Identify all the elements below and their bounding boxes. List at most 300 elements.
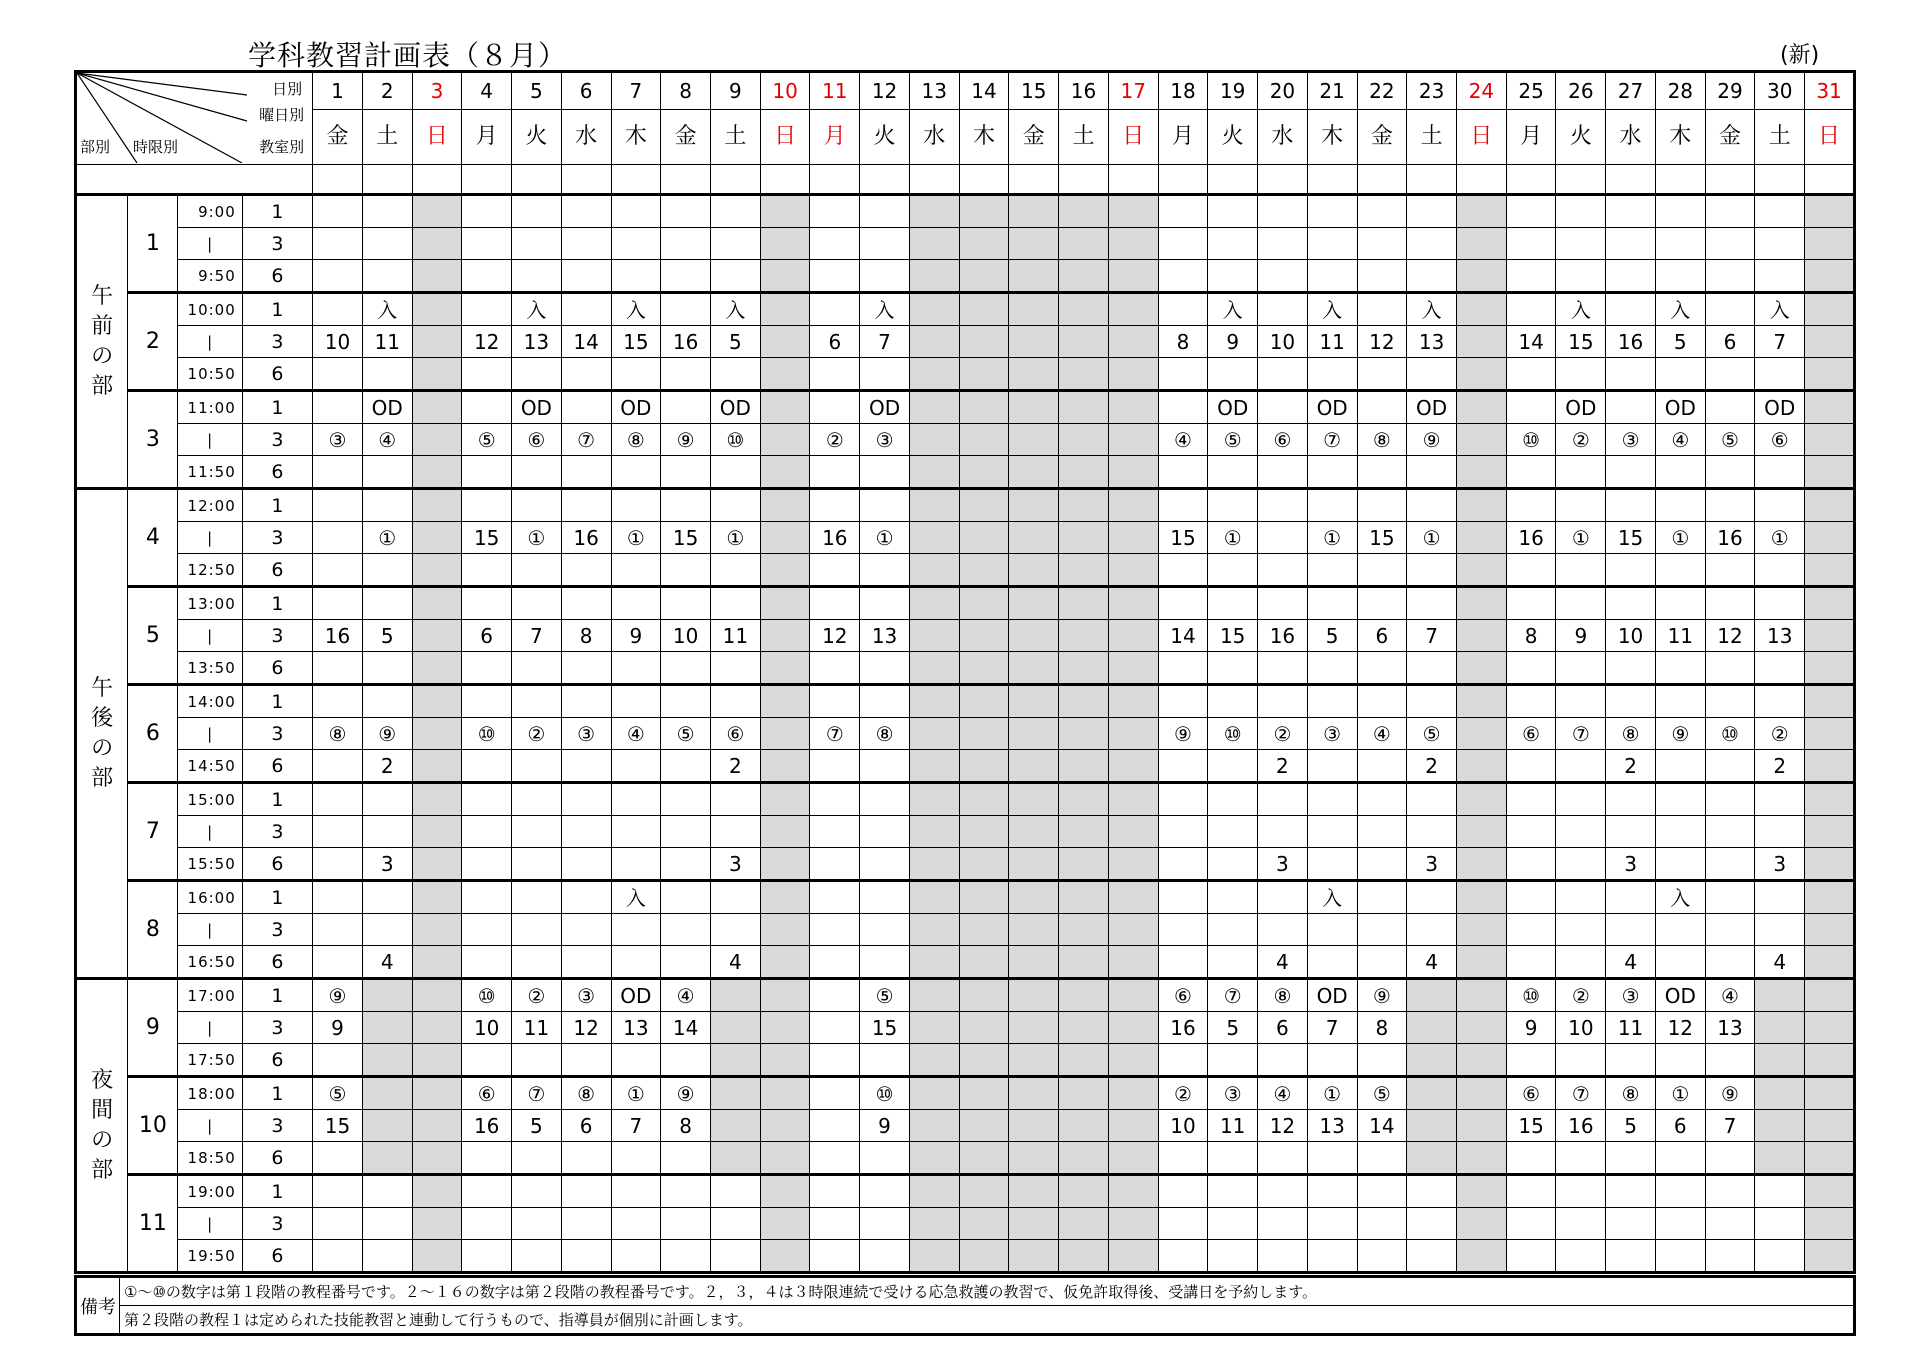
schedule-cell xyxy=(959,848,1009,881)
blank-cell xyxy=(1108,165,1158,195)
blank-cell xyxy=(1208,165,1258,195)
schedule-cell xyxy=(710,1208,760,1240)
schedule-cell: ⑧ xyxy=(313,718,363,750)
weekday: 木 xyxy=(959,110,1009,165)
schedule-cell xyxy=(1655,914,1705,946)
schedule-cell xyxy=(1407,979,1457,1012)
schedule-cell xyxy=(810,881,860,914)
schedule-cell xyxy=(1009,1175,1059,1208)
schedule-cell xyxy=(1407,816,1457,848)
schedule-cell xyxy=(959,914,1009,946)
schedule-cell xyxy=(611,587,661,620)
weekday: 日 xyxy=(1108,110,1158,165)
period-time: | xyxy=(178,424,242,456)
period-row xyxy=(76,1240,1855,1273)
schedule-cell xyxy=(362,228,412,260)
schedule-cell xyxy=(1655,848,1705,881)
blank-cell xyxy=(362,165,412,195)
schedule-cell: 15 xyxy=(1158,522,1208,554)
schedule-cell xyxy=(611,946,661,979)
room-number: 3 xyxy=(242,1012,312,1044)
schedule-cell xyxy=(1755,1175,1805,1208)
schedule-cell xyxy=(1606,1240,1656,1273)
schedule-cell: ⑩ xyxy=(1506,979,1556,1012)
schedule-cell xyxy=(760,1208,810,1240)
schedule-cell xyxy=(611,456,661,489)
schedule-cell xyxy=(1805,914,1855,946)
schedule-cell xyxy=(512,1044,562,1077)
schedule-cell xyxy=(611,1175,661,1208)
schedule-cell xyxy=(313,228,363,260)
period-time: 15:50 xyxy=(178,848,242,881)
schedule-cell: ④ xyxy=(661,979,711,1012)
schedule-cell xyxy=(959,1175,1009,1208)
schedule-cell xyxy=(1805,456,1855,489)
schedule-cell: 入 xyxy=(710,293,760,326)
schedule-cell xyxy=(959,228,1009,260)
day-number: 26 xyxy=(1556,72,1606,110)
schedule-cell xyxy=(512,195,562,228)
schedule-cell xyxy=(909,685,959,718)
period-time: | xyxy=(178,816,242,848)
schedule-cell xyxy=(860,260,910,293)
schedule-cell xyxy=(1506,489,1556,522)
schedule-cell xyxy=(1108,1044,1158,1077)
schedule-cell xyxy=(810,1142,860,1175)
schedule-cell: 入 xyxy=(860,293,910,326)
schedule-cell: 9 xyxy=(1556,620,1606,652)
schedule-cell xyxy=(1357,1240,1407,1273)
schedule-cell xyxy=(1307,848,1357,881)
day-number: 13 xyxy=(909,72,959,110)
schedule-cell xyxy=(1357,816,1407,848)
department-name: 午前の部 xyxy=(91,283,114,399)
schedule-cell xyxy=(362,1175,412,1208)
period-row xyxy=(76,848,1855,881)
schedule-cell: ⑨ xyxy=(1357,979,1407,1012)
schedule-cell xyxy=(412,456,462,489)
period-number: 3 xyxy=(128,391,178,489)
schedule-cell xyxy=(1606,456,1656,489)
schedule-cell xyxy=(1059,326,1109,358)
schedule-cell xyxy=(561,1142,611,1175)
schedule-cell xyxy=(810,587,860,620)
schedule-cell xyxy=(760,456,810,489)
schedule-cell: ② xyxy=(1158,1077,1208,1110)
schedule-cell xyxy=(661,881,711,914)
period-row xyxy=(76,489,1855,522)
schedule-cell xyxy=(661,1044,711,1077)
schedule-cell xyxy=(362,881,412,914)
schedule-cell xyxy=(1805,1142,1855,1175)
schedule-cell xyxy=(1456,750,1506,783)
schedule-cell xyxy=(860,1208,910,1240)
schedule-cell xyxy=(1755,456,1805,489)
schedule-cell xyxy=(1108,456,1158,489)
schedule-cell xyxy=(760,195,810,228)
period-time: 11:00 xyxy=(178,391,242,424)
day-number: 23 xyxy=(1407,72,1457,110)
schedule-cell xyxy=(1755,783,1805,816)
weekday: 土 xyxy=(362,110,412,165)
schedule-cell xyxy=(1108,652,1158,685)
schedule-cell xyxy=(1158,456,1208,489)
schedule-cell xyxy=(1108,326,1158,358)
schedule-cell: OD xyxy=(1655,391,1705,424)
period-row xyxy=(76,1208,1855,1240)
weekday-row xyxy=(76,110,1855,165)
schedule-cell xyxy=(1258,881,1308,914)
blank-cell xyxy=(959,165,1009,195)
schedule-cell xyxy=(313,914,363,946)
schedule-cell xyxy=(1705,228,1755,260)
schedule-cell xyxy=(1456,783,1506,816)
schedule-cell xyxy=(1705,914,1755,946)
schedule-cell xyxy=(1158,946,1208,979)
schedule-cell: ⑤ xyxy=(661,718,711,750)
schedule-cell xyxy=(909,881,959,914)
room-number: 3 xyxy=(242,718,312,750)
blank-cell xyxy=(810,165,860,195)
period-row xyxy=(76,1077,1855,1110)
schedule-cell xyxy=(1108,424,1158,456)
weekday: 木 xyxy=(1655,110,1705,165)
room-number: 1 xyxy=(242,1077,312,1110)
schedule-cell xyxy=(959,326,1009,358)
schedule-cell xyxy=(1805,391,1855,424)
schedule-cell xyxy=(760,587,810,620)
schedule-cell xyxy=(512,652,562,685)
schedule-cell xyxy=(313,783,363,816)
blank-row xyxy=(76,165,1855,195)
schedule-cell xyxy=(1506,816,1556,848)
schedule-cell xyxy=(860,946,910,979)
schedule-cell: ① xyxy=(1307,1077,1357,1110)
schedule-cell xyxy=(1606,587,1656,620)
schedule-cell xyxy=(710,652,760,685)
room-number: 1 xyxy=(242,881,312,914)
schedule-cell: 入 xyxy=(1307,881,1357,914)
schedule-cell xyxy=(1655,195,1705,228)
schedule-cell xyxy=(1705,1142,1755,1175)
room-number: 6 xyxy=(242,652,312,685)
schedule-cell xyxy=(661,816,711,848)
schedule-cell xyxy=(313,587,363,620)
schedule-cell xyxy=(959,718,1009,750)
schedule-cell xyxy=(1556,946,1606,979)
schedule-cell xyxy=(1258,685,1308,718)
schedule-cell xyxy=(1208,1175,1258,1208)
schedule-cell: 8 xyxy=(1158,326,1208,358)
schedule-cell xyxy=(1556,750,1606,783)
schedule-cell xyxy=(1009,1208,1059,1240)
room-number: 6 xyxy=(242,456,312,489)
schedule-cell xyxy=(710,1077,760,1110)
day-label: 日別 xyxy=(272,80,303,98)
schedule-cell xyxy=(760,1175,810,1208)
period-number: 9 xyxy=(128,979,178,1077)
schedule-cell xyxy=(1357,652,1407,685)
schedule-cell xyxy=(1705,489,1755,522)
schedule-cell xyxy=(959,391,1009,424)
schedule-cell xyxy=(561,652,611,685)
schedule-cell: 2 xyxy=(1755,750,1805,783)
schedule-cell: 15 xyxy=(462,522,512,554)
schedule-cell xyxy=(412,228,462,260)
schedule-cell xyxy=(462,358,512,391)
schedule-cell xyxy=(462,554,512,587)
schedule-cell: 15 xyxy=(661,522,711,554)
schedule-cell xyxy=(1755,1012,1805,1044)
schedule-cell: 14 xyxy=(1158,620,1208,652)
schedule-cell xyxy=(1556,554,1606,587)
blank-cell xyxy=(661,165,711,195)
schedule-cell: 12 xyxy=(1655,1012,1705,1044)
schedule-cell xyxy=(909,260,959,293)
schedule-cell xyxy=(561,554,611,587)
schedule-cell xyxy=(1258,652,1308,685)
schedule-cell xyxy=(561,1208,611,1240)
schedule-cell: ① xyxy=(860,522,910,554)
schedule-cell xyxy=(462,587,512,620)
schedule-cell xyxy=(1009,587,1059,620)
schedule-cell xyxy=(1506,456,1556,489)
schedule-cell xyxy=(661,1208,711,1240)
schedule-cell: 12 xyxy=(462,326,512,358)
schedule-cell xyxy=(313,685,363,718)
schedule-cell xyxy=(611,914,661,946)
schedule-cell xyxy=(362,1044,412,1077)
schedule-cell xyxy=(959,1208,1009,1240)
schedule-cell xyxy=(959,293,1009,326)
schedule-cell xyxy=(1009,914,1059,946)
schedule-cell xyxy=(810,946,860,979)
schedule-cell xyxy=(909,946,959,979)
schedule-cell: 入 xyxy=(1655,881,1705,914)
day-number: 29 xyxy=(1705,72,1755,110)
schedule-cell xyxy=(561,391,611,424)
schedule-cell xyxy=(1606,391,1656,424)
schedule-cell xyxy=(561,489,611,522)
schedule-cell xyxy=(1805,816,1855,848)
schedule-cell xyxy=(909,522,959,554)
schedule-cell: 6 xyxy=(1705,326,1755,358)
schedule-cell xyxy=(462,1208,512,1240)
schedule-cell xyxy=(1606,293,1656,326)
schedule-cell xyxy=(1208,358,1258,391)
room-number: 6 xyxy=(242,1142,312,1175)
schedule-cell: ③ xyxy=(1606,424,1656,456)
schedule-cell xyxy=(959,554,1009,587)
weekday: 木 xyxy=(1307,110,1357,165)
period-number: 8 xyxy=(128,881,178,979)
schedule-cell xyxy=(1556,881,1606,914)
schedule-cell xyxy=(1606,685,1656,718)
schedule-cell xyxy=(313,489,363,522)
schedule-cell xyxy=(860,816,910,848)
schedule-cell xyxy=(1108,260,1158,293)
schedule-cell xyxy=(1307,750,1357,783)
schedule-cell xyxy=(760,522,810,554)
schedule-cell xyxy=(860,1240,910,1273)
schedule-cell xyxy=(1009,685,1059,718)
schedule-cell: 入 xyxy=(611,881,661,914)
schedule-cell xyxy=(462,685,512,718)
schedule-cell: 12 xyxy=(810,620,860,652)
schedule-cell xyxy=(1357,195,1407,228)
schedule-cell: 3 xyxy=(1755,848,1805,881)
day-number: 14 xyxy=(959,72,1009,110)
schedule-cell xyxy=(611,228,661,260)
schedule-cell xyxy=(1108,489,1158,522)
schedule-cell xyxy=(561,816,611,848)
schedule-cell xyxy=(909,1175,959,1208)
schedule-cell xyxy=(1009,979,1059,1012)
room-number: 1 xyxy=(242,391,312,424)
schedule-cell xyxy=(313,1175,363,1208)
period-row xyxy=(76,228,1855,260)
schedule-cell xyxy=(1506,1208,1556,1240)
schedule-cell: 16 xyxy=(810,522,860,554)
weekday: 土 xyxy=(1755,110,1805,165)
blank-cell xyxy=(1357,165,1407,195)
schedule-cell xyxy=(661,1175,711,1208)
weekday: 水 xyxy=(1258,110,1308,165)
schedule-cell xyxy=(1357,358,1407,391)
schedule-cell xyxy=(1606,1142,1656,1175)
schedule-cell xyxy=(1059,652,1109,685)
schedule-cell xyxy=(462,1044,512,1077)
schedule-cell xyxy=(810,1012,860,1044)
schedule-cell xyxy=(1307,456,1357,489)
schedule-cell xyxy=(710,1240,760,1273)
schedule-cell xyxy=(1108,750,1158,783)
schedule-cell: 5 xyxy=(1606,1110,1656,1142)
schedule-cell xyxy=(661,391,711,424)
schedule-cell: 16 xyxy=(1556,1110,1606,1142)
schedule-cell xyxy=(1556,358,1606,391)
schedule-cell xyxy=(1755,881,1805,914)
schedule-cell xyxy=(1009,489,1059,522)
schedule-cell xyxy=(462,293,512,326)
schedule-cell xyxy=(1208,946,1258,979)
day-number: 4 xyxy=(462,72,512,110)
schedule-cell xyxy=(1059,1110,1109,1142)
schedule-cell xyxy=(1805,522,1855,554)
weekday: 土 xyxy=(1059,110,1109,165)
schedule-cell xyxy=(1208,456,1258,489)
blank-cell xyxy=(1059,165,1109,195)
schedule-cell xyxy=(1307,554,1357,587)
schedule-cell xyxy=(412,489,462,522)
schedule-cell xyxy=(1407,260,1457,293)
schedule-cell xyxy=(412,848,462,881)
schedule-cell xyxy=(1655,554,1705,587)
period-time: 13:00 xyxy=(178,587,242,620)
schedule-cell xyxy=(1407,1208,1457,1240)
schedule-cell xyxy=(1755,1077,1805,1110)
schedule-cell: 15 xyxy=(860,1012,910,1044)
schedule-cell xyxy=(1307,195,1357,228)
schedule-cell xyxy=(412,1142,462,1175)
schedule-cell xyxy=(1456,587,1506,620)
schedule-cell xyxy=(1805,195,1855,228)
schedule-cell: 6 xyxy=(1258,1012,1308,1044)
period-row xyxy=(76,391,1855,424)
schedule-cell xyxy=(1108,718,1158,750)
schedule-cell: 5 xyxy=(1307,620,1357,652)
schedule-cell xyxy=(362,1142,412,1175)
schedule-cell xyxy=(860,1142,910,1175)
schedule-cell xyxy=(1208,195,1258,228)
period-row xyxy=(76,946,1855,979)
schedule-cell: 14 xyxy=(661,1012,711,1044)
schedule-cell xyxy=(710,358,760,391)
schedule-cell xyxy=(1805,489,1855,522)
schedule-cell xyxy=(710,228,760,260)
schedule-cell xyxy=(1258,914,1308,946)
schedule-cell xyxy=(1158,1142,1208,1175)
schedule-cell xyxy=(412,358,462,391)
room-number: 1 xyxy=(242,1175,312,1208)
schedule-cell: ② xyxy=(512,979,562,1012)
schedule-cell xyxy=(1655,1208,1705,1240)
schedule-cell xyxy=(412,783,462,816)
schedule-cell xyxy=(412,260,462,293)
schedule-cell xyxy=(1208,228,1258,260)
schedule-cell xyxy=(810,228,860,260)
schedule-cell xyxy=(561,881,611,914)
schedule-cell xyxy=(1805,1240,1855,1273)
schedule-cell xyxy=(1655,1142,1705,1175)
schedule-cell xyxy=(1357,1175,1407,1208)
schedule-cell: ⑤ xyxy=(313,1077,363,1110)
schedule-cell xyxy=(1755,260,1805,293)
schedule-cell xyxy=(1705,848,1755,881)
schedule-cell xyxy=(512,685,562,718)
schedule-cell xyxy=(959,358,1009,391)
schedule-cell xyxy=(959,1012,1009,1044)
schedule-cell xyxy=(810,260,860,293)
schedule-cell xyxy=(412,718,462,750)
schedule-cell xyxy=(611,848,661,881)
schedule-cell xyxy=(661,652,711,685)
weekday: 月 xyxy=(1506,110,1556,165)
schedule-cell xyxy=(1506,1240,1556,1273)
day-number: 22 xyxy=(1357,72,1407,110)
schedule-cell xyxy=(1456,685,1506,718)
weekday: 水 xyxy=(909,110,959,165)
schedule-cell xyxy=(462,195,512,228)
schedule-cell xyxy=(1606,554,1656,587)
schedule-cell: ③ xyxy=(860,424,910,456)
period-row xyxy=(76,783,1855,816)
schedule-cell xyxy=(959,620,1009,652)
schedule-cell xyxy=(561,946,611,979)
schedule-cell xyxy=(1456,1208,1506,1240)
schedule-cell: ④ xyxy=(1158,424,1208,456)
schedule-cell xyxy=(561,358,611,391)
schedule-cell xyxy=(1805,783,1855,816)
schedule-cell xyxy=(1407,195,1457,228)
day-number: 2 xyxy=(362,72,412,110)
schedule-cell: 11 xyxy=(362,326,412,358)
schedule-cell xyxy=(1805,1044,1855,1077)
schedule-cell xyxy=(760,848,810,881)
schedule-cell xyxy=(1407,228,1457,260)
schedule-cell xyxy=(1456,1142,1506,1175)
schedule-cell: 15 xyxy=(313,1110,363,1142)
